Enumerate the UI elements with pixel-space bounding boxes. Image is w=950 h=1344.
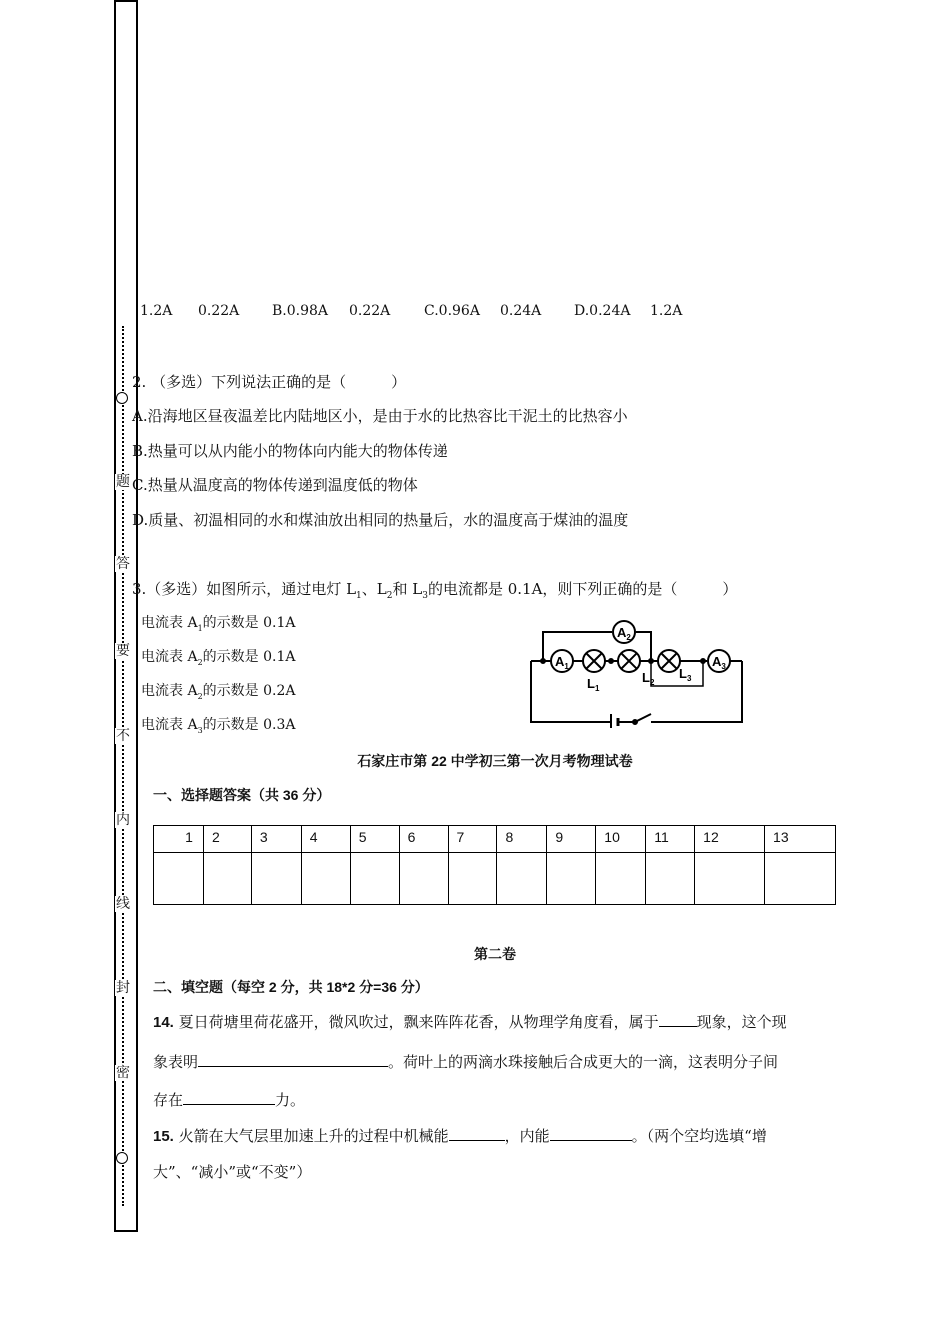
answer-grid-number: 9 bbox=[547, 826, 596, 853]
seal-char: 内 bbox=[116, 812, 130, 828]
q14-text: 夏日荷塘里荷花盛开，微风吹过，飘来阵阵花香，从物理学角度看，属于 bbox=[178, 1013, 659, 1031]
answer-cell[interactable] bbox=[695, 853, 765, 905]
answer-grid-number: 2 bbox=[203, 826, 251, 853]
answer-grid-number: 8 bbox=[497, 826, 547, 853]
q15-line2: 大”、“减小”或“不变”） bbox=[153, 1163, 312, 1181]
q13-option-text: 电流表 A bbox=[141, 615, 198, 631]
seal-char: 要 bbox=[116, 643, 130, 659]
lamp-l1-label: $L_1$ bbox=[587, 676, 600, 693]
answer-grid-number: 6 bbox=[399, 826, 448, 853]
q13-option-sub: 1 bbox=[197, 623, 203, 633]
q13-option-sub: 3 bbox=[197, 725, 203, 735]
answer-grid-number: 1 bbox=[154, 826, 204, 853]
answer-cell[interactable] bbox=[301, 853, 350, 905]
answer-grid-answer-row bbox=[154, 853, 836, 905]
q14-text: 。荷叶上的两滴水珠接触后合成更大的一滴，这表明分子间 bbox=[388, 1053, 779, 1071]
answer-cell[interactable] bbox=[154, 853, 204, 905]
q15-blank-1[interactable] bbox=[449, 1126, 505, 1141]
q11-option-d-2: 1.2A bbox=[650, 303, 683, 319]
answer-grid-number: 13 bbox=[765, 826, 836, 853]
q15-blank-2[interactable] bbox=[550, 1126, 632, 1141]
q14-blank-2[interactable] bbox=[198, 1052, 388, 1067]
q13-option-text: 的示数是 0.2A bbox=[202, 683, 296, 699]
q13-option-text: 电流表 A bbox=[141, 717, 198, 733]
q13-stem-mid2: 和 L bbox=[392, 580, 423, 598]
seal-char: 不 bbox=[116, 728, 130, 744]
ammeter-a3-label: $A_3$ bbox=[712, 654, 726, 671]
section2-heading: 二、填空题（每空 2 分，共 18*2 分=36 分） bbox=[153, 979, 429, 995]
exam-title: 石家庄市第 22 中学初三第一次月考物理试卷 bbox=[357, 753, 633, 769]
lamp-l2-cross bbox=[621, 653, 637, 669]
lamp-l3-cross bbox=[661, 653, 677, 669]
circuit-diagram bbox=[525, 616, 750, 728]
answer-cell[interactable] bbox=[251, 853, 301, 905]
junction bbox=[609, 659, 613, 663]
seal-char: 密 bbox=[116, 1065, 130, 1081]
seal-char: 答 bbox=[116, 556, 130, 572]
q14-blank-3[interactable] bbox=[183, 1090, 275, 1105]
seal-circle-top bbox=[116, 392, 128, 404]
q12-option-a: A.沿海地区昼夜温差比内陆地区小，是由于水的比热容比干泥土的比热容小 bbox=[132, 407, 628, 425]
circuit-wire-a2-left bbox=[543, 632, 612, 661]
answer-grid-number: 3 bbox=[251, 826, 301, 853]
q14-text: 存在 bbox=[153, 1091, 184, 1109]
q14-text: 现象，这个现 bbox=[696, 1013, 787, 1031]
q12-option-b: B.热量可以从内能小的物体向内能大的物体传递 bbox=[132, 442, 448, 460]
q11-option-b-1: B.0.98A bbox=[272, 303, 329, 319]
answer-grid-number: 11 bbox=[646, 826, 695, 853]
answer-cell[interactable] bbox=[448, 853, 497, 905]
part2-title: 第二卷 bbox=[474, 946, 516, 962]
answer-grid-number: 7 bbox=[448, 826, 497, 853]
q14-number: 14. bbox=[153, 1014, 174, 1031]
seal-char: 封 bbox=[116, 980, 130, 996]
lamp-l2-label: $L_2$ bbox=[642, 670, 655, 687]
binding-margin bbox=[114, 0, 138, 1232]
seal-char: 题 bbox=[116, 474, 130, 490]
answer-cell[interactable] bbox=[399, 853, 448, 905]
q15-text: 。（两个空均选填“增 bbox=[631, 1127, 767, 1145]
q13-option-sub: 2 bbox=[197, 691, 203, 701]
q12-option-c: C.热量从温度高的物体传递到温度低的物体 bbox=[132, 476, 418, 494]
q13-stem-sub3: 3 bbox=[422, 591, 428, 601]
ammeter-a2-label: $A_2$ bbox=[617, 625, 631, 642]
q14-line3 bbox=[153, 1089, 305, 1110]
answer-cell[interactable] bbox=[646, 853, 695, 905]
q11-option-a-1: 1.2A bbox=[140, 303, 173, 319]
q11-option-c-2: 0.24A bbox=[500, 303, 542, 319]
seal-circle-bottom bbox=[116, 1152, 128, 1164]
answer-grid-number: 4 bbox=[301, 826, 350, 853]
q15-number: 15. bbox=[153, 1128, 174, 1145]
q14-text: 力。 bbox=[275, 1091, 306, 1109]
q11-option-a-2: 0.22A bbox=[198, 303, 240, 319]
q13-stem-suffix: 的电流都是 0.1A，则下列正确的是（ ） bbox=[427, 580, 738, 598]
q13-option-text: 电流表 A bbox=[141, 649, 198, 665]
q13-option-a bbox=[141, 612, 295, 633]
q11-option-c-1: C.0.96A bbox=[424, 303, 480, 319]
lamp-l1-cross bbox=[586, 653, 602, 669]
q13-option-text: 的示数是 0.1A bbox=[202, 615, 296, 631]
q13-stem-sub2: 2 bbox=[386, 591, 393, 601]
q13-option-text: 的示数是 0.1A bbox=[202, 649, 296, 665]
answer-grid-number: 12 bbox=[695, 826, 765, 853]
ammeter-a1-label: $A_1$ bbox=[555, 654, 569, 671]
q13-stem-sub1: 1 bbox=[356, 591, 362, 601]
answer-cell[interactable] bbox=[596, 853, 646, 905]
q11-option-d-1: D.0.24A bbox=[574, 303, 631, 319]
answer-grid-number: 5 bbox=[350, 826, 399, 853]
answer-cell[interactable] bbox=[547, 853, 596, 905]
q14-line1 bbox=[153, 1011, 787, 1032]
q13-stem-mid1: 、L bbox=[361, 580, 387, 598]
answer-grid bbox=[153, 825, 836, 905]
q13-option-d bbox=[141, 714, 295, 735]
switch-lever bbox=[635, 714, 651, 722]
q13-stem bbox=[132, 578, 737, 601]
q15-text: 火箭在大气层里加速上升的过程中机械能 bbox=[178, 1127, 449, 1145]
answer-cell[interactable] bbox=[203, 853, 251, 905]
q14-blank-1[interactable] bbox=[659, 1012, 697, 1027]
q13-option-text: 电流表 A bbox=[141, 683, 198, 699]
q11-option-b-2: 0.22A bbox=[349, 303, 391, 319]
q13-option-sub: 2 bbox=[197, 657, 203, 667]
q13-option-text: 的示数是 0.3A bbox=[202, 717, 296, 733]
seal-char: 线 bbox=[116, 896, 130, 912]
q15-line1 bbox=[153, 1125, 767, 1146]
q13-option-c bbox=[141, 680, 295, 701]
answer-cell[interactable] bbox=[497, 853, 547, 905]
q13-option-b bbox=[141, 646, 295, 667]
q12-option-d: D.质量、初温相同的水和煤油放出相同的热量后，水的温度高于煤油的温度 bbox=[132, 511, 629, 529]
answer-cell[interactable] bbox=[765, 853, 836, 905]
section1-heading: 一、选择题答案（共 36 分） bbox=[153, 787, 331, 803]
q14-line2 bbox=[153, 1051, 778, 1072]
answer-cell[interactable] bbox=[350, 853, 399, 905]
answer-grid-number: 10 bbox=[596, 826, 646, 853]
answer-grid-header-row bbox=[154, 826, 836, 853]
lamp-l3-label: $L_3$ bbox=[679, 666, 692, 683]
q14-text: 象表明 bbox=[153, 1053, 199, 1071]
q12-stem: 2. （多选）下列说法正确的是（ ） bbox=[132, 373, 407, 391]
q13-stem-prefix: 3.（多选）如图所示，通过电灯 L bbox=[132, 580, 357, 598]
q15-text: ，内能 bbox=[504, 1127, 550, 1145]
